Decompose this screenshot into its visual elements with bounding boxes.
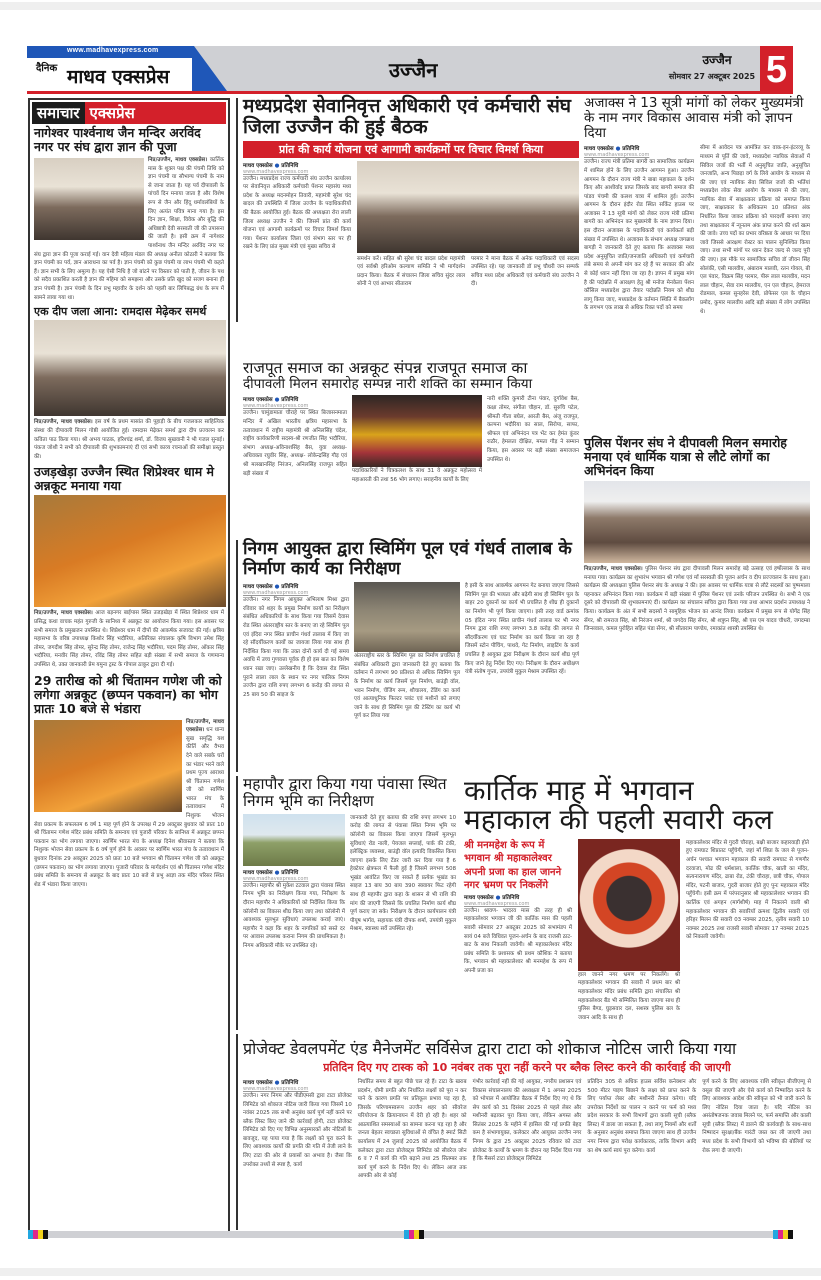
story-body: निर्धारित समय से बहुत पीछे चल रहे हैं। टाटा के खराब प्रदर्शन, धीमी प्रगति और निर्धारित लक्ष्यों को पूरा न कर पाने के कारण प्रगति पर प्रतिकूल प्रभाव पड़ रहा है, जिसके परिणामस्वरूप उज्जैन शहर को सीवरेज परियोजना के क्रियान्वयन में देरी हो रही है। शहर को अप्रत्याशित समस्याओं का सामना करना पड़ रहा है और जनता बेहतर स्वच्छता सुविधाओं से वंचित है स्मार्ट सिटी कार्यालय में 24 जुलाई 2025 को आयोजित बैठक में कलेक्टर द्वारा टाटा प्रोजेक्ट्स लिमिटेड को सीवरेज जोन 6 व 7 में कार्य की गति बढ़ाने तथा 25 सितम्बर तक कार्य पूर्ण करने के निर्देश दिए थे। लेकिन आज तक आपकी ओर से कोई <box>357 1078 467 1180</box>
divider <box>236 1034 238 1230</box>
story-body: पूर्ण करने के लिए आवश्यक राशि स्वीकृत बीजीएम्यू से वसूल की जाएगी और ऐसे कार्य को निष्पादित करने के लिए आवश्यक आदेश की स्वीकृत को भी जारी करने के लिए नोटिस दिया जाता है। यदि नोटिस का असंतोषजनक जवाब मिलने पर, फर्म समाप्ति और काली सूची (ब्लैक लिस्ट) में डालने की कार्यवाही के साथ-साथ निष्पादन सुरक्षा/बैंक गारंटी जब्त कर ली जाएगी तथा मध्य प्रदेश के सभी विभागों को भविष्य की बोलियों पर रोक लगा दी जाएगी। <box>702 1078 811 1154</box>
section-title: उज्जैन <box>389 58 438 82</box>
headline: प्रोजेक्ट डेवलपमेंट एंड मैनेजमेंट सर्विसेज द्वारा टाटा को शोकाज नोटिस जारी किया गया <box>243 1039 737 1058</box>
headline: महापौर द्वारा किया गया पंवासा स्थित निगम भूमि का निरीक्षण <box>243 775 447 811</box>
story-body: जानकारी देते हुए बताया की राशि रुपए लगभग 10 करोड़ की लागत से पंवासा स्थित निगम भूमि पर कॉलोनी का विकास किया जाएगा जिसमें मूलभूत सुविधाएं रोड नाली, पेयजल सप्लाई, पार्क की टंकी, इलेक्ट्रिक व्यवस्था, बाउंड्री वॉल इत्यादि विकसित किया जाएगा इसके लिए टेंडर जारी कर दिया गया है 6 हेक्टेयर क्षेत्रफल में फैली हुई है जिसमें लगभग 508 भूखंड आवंटित किए जा सकते हैं प्रत्येक भूखंड का साइज 13 बाय 30 बाय 390 स्क्वायर फिट रहेगी साथ ही महापौर द्वारा कहा के शासन से भी राशि की मांग की जाएगी जिससे कि प्रचलित निर्माण कार्य शीघ्र पूर्ण कराए जा सके। निरीक्षण के दौरान कार्यपालन यंत्री पीयूष भार्गव, सहायक यंत्री दीपक शर्मा, उपयंत्री मुकुल मेश्राम, स्वास्थ्य सर्वे उपस्थित रहे। <box>350 814 456 933</box>
banner-red: एक्सप्रेस <box>85 102 226 124</box>
headline-line-2: दीपावली मिलन समारोह सम्पन्न नारी शक्ति का सम्मान किया <box>243 376 533 393</box>
story-body: सीमा में आवेदन पत्र आमंत्रित कर वाक-इन-इंटरव्यू के माध्यम से पूर्ति की जावे, मध्यप्रदेश न्यायिक सेवाओं में सिविल जजों की भर्ती में अनुसूचित जाति, अनुसूचित जनजाति, अन्य पिछड़ा वर्ग के लिये आयोग के माध्यम से की जाए एवं न्यायिक सेवा सिविल जजों की भर्तियां मध्यप्रदेश लोक सेवा आयोग के माध्यम से की जाए, न्यायिक सेवा में साक्षात्कार प्रक्रिया को समाप्त किया जाए, साक्षात्कार के अधिकतम 10 प्रतिशत अंक निर्धारित किया जाकर प्रक्रिया को पारदर्शी बनाया जाए तथा साक्षात्कार में न्यूनतम अंक प्राप्त करने की शर्त खत्म की जावे। उच्च पदों का प्रभार वरिष्ठता के आधार पर दिया जावे जिससे आरक्षण रोस्टर का पालन सुनिश्चित किया जाए। तथा सभी मांगों पर ध्यान देकर जल्द से जल्द पूरी की जाए। इस मौके पर सामाजिक सचिव डॉ जीवन सिंह सोलंकी, एसी मालवीय, अंबाराम मालवी, रतन गोयल, बी एल पंवार, विक्रम सिंह परमार, पीरू लाल मालवीय, मदन लाल चौहान, सेवा राम मालवीय, एन एल चौहान, हेमराज रोडमाल, कमल सुनहरेस देवी, प्रोफेसर एल के चौहान प्रमोद, कुमार मालवीय आदि बड़ी संख्या में लोग उपस्थित थे। <box>700 145 810 315</box>
photo-panvasa-inspection <box>243 814 345 866</box>
byline: माधव एक्सप्रेस ● प्रतिनिधि <box>243 1079 299 1086</box>
dateline: निप्र/उज्जैन, माधव एक्सप्रेस। <box>186 718 224 734</box>
headline: उजड़खेड़ा उज्जैन स्थित शिप्रेश्वर धाम मे अन्नकूट मनाया गया <box>34 464 214 494</box>
headline: राजपूत समाज का अन्नकूट संपन्न राजपूत समाज का <box>243 359 528 377</box>
viewer-bottom-bar <box>0 1268 821 1276</box>
banner-black: समाचार <box>32 102 85 124</box>
story-mahakal-sawari <box>464 776 809 1022</box>
story-police-pensioner <box>584 436 810 634</box>
story-rajput-samaj <box>243 360 579 485</box>
story-jain-mandir <box>30 124 228 304</box>
photo-annakut <box>34 720 182 812</box>
byline-url[interactable]: www.madhavexpress.com <box>243 168 309 175</box>
masthead-red-rule <box>27 91 793 94</box>
story-sevanivrit-sangh <box>243 96 579 289</box>
story-body: नारी शक्ति कुमारी टीना पंवार, दुर्गावेश बैस, कक्षा तोमर, संगीता चौहान, डॉ. सुरुचि पटेल, श्रीमती गीता बघेल, आरती बैस, अंजू राजपूत, कल्पना भदौरिया का साल, सिरोपा, साफा, श्रीफल एवं अभिनंदन पत्र भेंट कर हेमंत कुंवर राठौर, हेमलता दीक्षित, ममता गौड़ ने सम्मान किया, इस अवसर पर बड़ी संख्या समाजजन उपस्थित थे। <box>487 396 579 463</box>
byline-url[interactable]: www.madhavexpress.com <box>243 875 309 882</box>
story-body: उज्जैन। महापौर श्री मुकेश टटवाल द्वारा पंवासा स्थित निगम भूमि का निरीक्षण किया गया, निरीक्षण के दौरान महापौर ने अधिकारियों को निर्देशित किया कि कॉलोनी का विकास शीघ्र किया जाए तथा कॉलोनी में आवश्यक मूलभूत सुविधाएं उपलब्ध कराई जाएं। महापौर ने कहा कि शहर के नागरिकों को सस्ते दर पर आवास उपलब्ध कराना निगम की प्राथमिकता है। निगम अधिकारी मौके पर उपस्थित रहे। <box>243 882 345 949</box>
story-body: अंतरराष्ट्रीय स्तर के स्विमिंग पूल का निर्माण प्रचलित है संबंधित अधिकारी द्वारा जानकारी देते हुए बताया कि वर्तमान में लगभग 90 प्रतिशत से अधिक स्विमिंग पूल के निर्माण का कार्य जिसमें पूल निर्माण, बाउंड्री वॉल, भवन निर्माण, चेंजिंग रूम, शौचालय, टेंडिंग का कार्य एवं आत्याधुनिक फिल्टर प्लांट एवं मशीनों को लगाए जाने के साथ ही स्विमिंग पूल की टेस्टिंग का कार्य भी पूर्ण कर लिया गया <box>354 653 460 720</box>
registration-mark-right <box>773 1230 793 1239</box>
headline: निगम आयुक्त द्वारा स्विमिंग पूल एवं गंधर्व तालाब के निर्माण कार्य का निरीक्षण <box>243 539 572 579</box>
photo-police-pensioner <box>584 481 810 563</box>
section-banner <box>32 102 226 124</box>
samachar-express-column <box>28 98 230 1234</box>
story-shipreshwar-dham <box>30 463 228 671</box>
byline: माधव एक्सप्रेस ● प्रतिनिधि <box>243 397 299 404</box>
byline: माधव एक्सप्रेस ● प्रतिनिधि <box>243 162 299 169</box>
byline-url[interactable]: www.madhavexpress.com <box>584 152 650 159</box>
dateline: निप्र/उज्जैन, माधव एक्सप्रेस। <box>148 157 208 163</box>
byline: माधव एक्सप्रेस ● प्रतिनिधि <box>243 869 299 876</box>
dateline: निप्र/उज्जैन, माधव एक्सप्रेस। <box>34 610 93 617</box>
story-body: हाल जानने नगर भ्रमण पर निकलेंगे। श्री महाकालेश्वर भगवान की सवारी में प्रथम बार श्री महाकालेश्वर मंदिर प्रबंध समिति द्वारा संचालित श्री महाकालेश्वर बैंड भी सम्मिलित किया जाएगा साथ ही पुलिस बैण्ड, घुड़सवार दल, सशस्त्र पुलिस बल के जवान आदि के साथ ही <box>578 971 680 1021</box>
story-body: उज्जैन। राज्य मंत्री प्रतिमा बागरी का सामाजिक कार्यक्रम में शामिल होने के लिए उज्जैन आगमन हुआ। उज्जैन आगमन के दौरान राज्य मंत्री ने बाबा महाकाल के दर्शन किए और आशीर्वाद प्राप्त जिसके बाद बागरी समाज की पांडव पंचमी की कलश यात्रा में शामिल हुई। उज्जैन आगमन के दौरान इंदौर रोड स्थित सर्किट हाउस पर अजाक्स ने 13 सूत्री मांगों को लेकर राज्य मंत्री प्रतिमा बागरी का अभिनंदन कर मुख्यमंत्री के नाम ज्ञापन दिया। इस दौरान अजाक्स के पदाधिकारी एवं कार्यकर्ता बड़ी संख्या में उपस्थित थे। अजाक्स के संभाग अध्यक्ष जगन्नाथ बागड़ी ने जानकारी देते हुए बताया कि अजाक्स मध्य प्रदेश अनुसूचित जाति/जनजाति अधिकारी एवं कर्मचारी लंबे समय से अपनी मांग कर रहे हैं पर सरकार की ओर से कोई ध्यान नहीं दिया जा रहा है। ज्ञापन में प्रमुख मांग है की पदोन्नति में आरक्षण हेतु श्री मनोज मेनकेला पेंशन कौंसिल मध्यप्रदेश द्वारा तैयार पदोन्नति नियम को शीघ्र लागू किया जाए, मध्यप्रदेश के वर्तमान स्थिति में बैकलॉग के लगभग एक लाख से अधिक रिक्त पदों को समय <box>584 159 694 312</box>
story-body: महाकालेश्वर मंदिर से गुदरी चौराहा, बक्षी बाजार कहारवाड़ी होते हुए रामघाट शिप्रातट पहुँचेगी, जहां माँ शिप्रा के जल से पूजन-अर्चन पश्चात भगवान महाकाल की सवारी रामघाट से गणगौर दरवाजा, मोढ की धर्मशाला, कार्तिक चौक, खाती का मंदिर, सत्यनारायण मंदिर, ढाबा रोड, टंकी चौराहा, छत्री चौक, गोपाल मंदिर, पटनी बाजार, गुदरी बाजार होते हुए पुनः महाकाल मंदिर पहुँचेगी। इसी क्रम में परंपरानुसार श्री महाकालेश्वर भगवान की कार्तिक एवं अगहन (मार्गशीर्ष) माह में निकलने वाली श्री महाकालेश्वर भगवान की सवारियाँ क्रमशः द्वितीय सवारी एवं हरिहर मिलन की सवारी 03 नवम्बर 2025, तृतीय सवारी 10 नवम्बर 2025 तथा राजसी सवारी सोमवार 17 नवम्बर 2025 को निकाली जावेगी। <box>686 839 809 941</box>
headline: एक दीप जला आना: रामदास मेढ़ेकर समर्थ <box>34 305 207 319</box>
photo-ek-deep <box>34 320 226 416</box>
subheadline: प्रांत की कार्य योजना एवं आगामी कार्यक्रमों पर विचार विमर्श किया <box>243 141 579 158</box>
story-body: पुलिस पेंशनर संघ द्वारा दीपावली मिलन समारोह बड़े उत्साह एवं हर्षोल्लास के साथ मनाया गया। कार्यक्रम का शुभारंभ भगवान श्री गणेश एवं माँ सरस्वती की पूजन अर्चन व दीप प्रज्ज्वलन के साथ हुआ। कार्यक्रम की अध्यक्षता पुलिस पेंशनर संघ के अध्यक्ष ने की। इस अवसर पर धार्मिक यात्रा से लौटे सदस्यों का पुष्पमाला पहनाकर अभिनंदन किया गया। कार्यक्रम में बड़ी संख्या में पुलिस पेंशनर एवं उनके परिजन उपस्थित थे। सभी ने एक दूसरे को दीपावली की शुभकामनाएं दीं। कार्यक्रम का संचालन सचिव द्वारा किया गया तथा आभार प्रदर्शन उपाध्यक्ष ने किया। कार्यक्रम के अंत में सभी सदस्यों ने सामूहिक भोजन का आनंद लिया। कार्यक्रम में प्रमुख रूप से योगेंद्र सिंह सेंगर, श्री रामराज सिंह, श्री निरंजन शर्मा, श्री जगदेव सिंह सेंगर, श्री शत्रुघ्न सिंह, श्री एस एम यादव चौधरी, जगदम्बा जिन्सवाल, कमल पुरोहित सहित पंडा सेंगर, श्री सीताराम पाण्डेय, रमाकांत शास्त्री उपस्थित थे। <box>584 566 810 633</box>
photo-shipreshwar <box>34 495 226 607</box>
story-body: उज्जैन। नगर निगम आयुक्त अभिलाष मिश्रा द्वारा रविवार को शहर के प्रमुख निर्माण कार्यों का निरीक्षण संबंधित अधिकारियों के साथ किया गया जिसमें देवास रोड स्थित अंतरराष्ट्रीय स्तर के बनाए जा रहे स्विमिंग पूल एवं इंदिरा नगर स्थित प्राचीन गंधर्व तालाब में किए जा रहे सौंदर्यीकरण कार्यों का जायजा लिया गया साथ ही निर्देशित किया गया कि उक्त दोनों कार्य दी गई समय अवधि में उच्च गुणवत्ता पूर्वक ही हो इस बात का विशेष ध्यान रखा जाए। उल्लेखनीय है कि देवास रोड स्थित पुराने लाला लाल के स्थान पर नगर पालिक निगम उज्जैन द्वारा राशि रुपए लगभग 6 करोड़ की लागत से 25 बाय 50 की साइज के <box>243 597 349 698</box>
divider <box>236 98 238 322</box>
photo-nari-shakti <box>352 395 482 467</box>
story-body: गंभीर कार्रवाई नहीं की गई आयुक्त, नगरीय प्रशासन एवं विकास संचालनालय की अध्यक्षता में 1 अगस्त 2025 को भोपाल में आयोजित बैठक में निर्देश दिए गए थे कि सेप कार्य को 31 दिसंबर 2025 से पहले लेबर और मशीनरी बढ़ाकर पूरा किया जाए, लेकिन अगस्त और सितंबर 2025 के महीने में हासिल की गई प्रगति बेहद कम है संभागायुक्त, कलेक्टर और आयुक्त उज्जैन नगर निगम के द्वारा 25 अक्टूबर 2025 रविवार को टाटा प्रोजेक्ट के कार्यों के भ्रमण के दौरान यह निर्देश दिया गया है कि मैसर्स टाटा प्रोजेक्ट्स लिमिटेड <box>472 1078 582 1163</box>
story-body: धन धान्य सुख समृद्धि यश कीर्ति और वैभव देने वाले सबके घरों का भंडार भरने वाले प्रथम पूज्य आराध्य श्री चिंतामन गणेश जी को स्वर्णिम भारत मंच के तत्वावधान में निशुल्क भोजन सेवा प्रकल्प के सफलतम 6 वर्ष 1 माह पूर्ण होने के उपलक्ष में 29 अक्टूबर बुधवार को प्रातः <box>34 727 224 828</box>
headline: 29 तारीख को श्री चिंतामन गणेश जी को लगेगा अन्नकूट (छप्पन पकवान) का भोग प्रातः 10 बजे से भंडारा <box>34 672 222 716</box>
story-body: इस वर्ष के प्रथम मासांत की पूहाड़ी के बीच गजलकार साहित्यिक संस्था की दीपावली मिलन गोष्ठी आयोजित हुई। रामदास मेढ़ेकर समर्थ द्वारा दीप प्रज्वलन कर कविता पाठ किया गया। श्री अभय पाठक, हरिश्चंद्र शर्मा, डॉ. विजय सुखवानी ने भी गजल सुनाई। पंकज जोशी ने सभी को दीपावली की शुभकामनाएं दीं एवं सभी काव्य रचनाओं की समीक्षा प्रस्तुत की। <box>34 419 224 460</box>
byline: माधव एक्सप्रेस ● प्रतिनिधि <box>464 894 520 901</box>
headline: पुलिस पेंशनर संघ ने दीपावली मिलन समारोह मनाया एवं धार्मिक यात्रा से लौटे लोगों का अभिनंदन किया <box>584 435 787 478</box>
edition-date: सोमवार 27 अक्टूबर 2025 <box>668 72 756 81</box>
red-subheadline: प्रतिदिन दिए गए टास्क को 10 नवंबर तक पूरा नहीं करने पर ब्लैक लिस्ट करने की कार्रवाई की जाएगी <box>323 1060 731 1074</box>
story-chintaman-ganesh <box>30 672 228 892</box>
photo-caption: पदाधिकारियों ने चित्रकलश के साथ 31 वे अन्नकूट महोत्सव में महाआरती की तथा 56 भोग लगाए। सराहनीय कार्यों के लिए <box>352 468 482 484</box>
story-ek-deep <box>30 304 228 463</box>
story-body: कार्तिक मास के शुक्ल पक्ष की पंचमी तिथि को ज्ञान पंचमी या सौभाग्य पंचमी के नाम से जाना जाता है। यह पर्व दीपावली के पांचवें दिन मनाया जाता है और विशेष रूप से जैन और हिंदू धर्मावलंबियों के लिए अत्यंत पवित्र माना गया है। इस दिन ज्ञान, शिक्षा, विवेक और बुद्धि की अधिष्ठात्री देवी सरस्वती जी की उपासना की जाती है। <box>148 157 224 241</box>
story-body: उज्जैन। चामुंडामाता चौराहे पर स्थित बिजासनमाता मन्दिर में अखिल भारतीय क्षत्रिय महासभा के तत्वावधान में राष्ट्रीय महामंत्री श्री अनिलसिंह चंदेल, राष्ट्रीय कार्यकारिणी सदस्य-श्री रणजीत सिंह भदौरिया, संभाग अध्यक्ष-अविनाशसिंह बैस, युवा अध्यक्ष-अधिवक्ता रघुवीर सिंह, अध्यक्ष- लोकेन्द्रसिंह गौड़ एवं श्री मलखानसिंह निरंजन, अनिलसिंह राजपूत सहित बड़ी संख्या में <box>243 410 347 477</box>
dateline: निप्र/उज्जैन, माधव एक्सप्रेस। <box>34 419 93 426</box>
byline: माधव एक्सप्रेस ● प्रतिनिधि <box>584 146 640 153</box>
story-body: आज बड़नगर बाईपास स्थित उजड़खेड़ा में स्थित शिप्रेश्वर धाम में प्रसिद्ध कथा वाचक महंत गुरुजी के सानिध्य में अन्नकूट का आयोजन किया गया। इस अवसर पर सभी समाज के प्रमुखजन उपस्थित थे। शिप्रेश्वर धाम में दीपों की आकर्षक सजावट की गई। क्षत्रिय महासभा के वरिष्ठ उपाध्यक्ष किशोर सिंह भदौरिया, अतिरिक्त संचालक कृषि विभाग उमेश सिंह तोमर, जगदीश सिंह तोमर, सुरेन्द्र सिंह तोमर, राजेन्द्र सिंह भदौरिया, पदम सिंह तोमर, ओंकार सिंह भदौरिया, मनवीर सिंह तोमर, रविंद्र सिंह तोमर सहित बड़ी संख्या में सभी समाज के गणमान्य उपस्थित थे, उक्त जानकारी प्रेम यमुना ट्रस्ट के गोपाल ठाकुर द्वारा दी गई। <box>34 610 224 668</box>
red-subheadline: श्री मनमहेश के रूप में भगवान श्री महाकालेश्वर अपनी प्रजा का हाल जानने नगर भ्रमण पर निकलेंगे <box>464 839 562 892</box>
page-number: 5 <box>760 46 793 94</box>
headline-line-2: महाकाल की पहली सवारी कल <box>464 803 773 837</box>
byline-url[interactable]: www.madhavexpress.com <box>243 403 309 410</box>
story-body: प्रतिदिन 305 से अधिक हाउस सर्विस कनेक्शन और 500 मीटर पाइप बिछाने के लक्ष्य को प्राप्त करने के लिए पर्याप्त लेबर और मशीनरी तैनात करेगा। यदि उपरोक्त निर्देशों का पालन न करने पर फर्म को मध्य प्रदेश सरकार के सभी विभागों द्वारा काली सूची (ब्लैक लिस्ट) में डाला जा सकता है, तथा लागू नियमों और शर्तों के अनुसार अनुबंध समाप्त किया जाएगा साथ ही उज्जैन नगर निगम द्वारा परोक्ष कार्यकारक, ताकि विभाग आदि का शेष कार्य स्वयं पूरा करेगा। कार्य <box>587 1078 697 1154</box>
photo-baithak <box>357 161 579 253</box>
story-body: 10 श्री चिंतामन गणेश मंदिर प्रबंध समिति के समन्वय एवं पुजारी परिवार के सानिध्य में अन्नकूट छप्पन पकवान का भोग लगाया जाएगा। स्वर्णिम भारत मंच के अध्यक्ष दिनेश श्रीवास्तव ने बताया कि निशुल्क भोजन सेवा प्रकल्प के 6 वर्ष पूर्ण होने के अवसर पर स्वर्णिम भारत मंच के तत्वावधान में बुधवार दिनांक 29 अक्टूबर 2025 को प्रातः 10 बजे भगवान श्री चिंतामन गणेश जी को अन्नकूट (छप्पन पकवान) का भोग लगाया जाएगा। पुजारी परिवार के मार्गदर्शन एवं श्री चिंतामन गणेश मंदिर प्रबंध समिति के समन्वय से अन्नकूट के बाद प्रातः 10 बजे से प्रभु आज्ञा तक मंदिर परिसर स्थित शेड में भंडारा किया जाएगा। <box>34 821 224 888</box>
story-ajaks-gyapan <box>584 96 810 316</box>
byline-url[interactable]: www.madhavexpress.com <box>243 590 309 597</box>
newspaper-logo: माधव एक्सप्रेस <box>67 66 170 88</box>
story-tata-showcause <box>243 1040 811 1181</box>
byline: माधव एक्सप्रेस ● प्रतिनिधि <box>243 584 299 591</box>
story-body: उज्जैन। नगर निगम और पीडीएमसी द्वारा टाटा प्रोजेक्ट लिमिटेड को शोकाज नोटिस जारी किया गया जिसमें 10 नवंबर 2025 तक सभी अनुबंध कार्य पूर्ण नहीं करने पर ब्लैक लिस्ट किए जाने की कार्रवाई होगी, टाटा प्रोजेक्ट लिमिटेड को दिए गए विभिन्न अनुस्मारकों और नोटिसों के बावजूद, यह पाया गया है कि लक्ष्यों को पूरा करने के लिए आवश्यक कार्यों की प्रगति की गति में तेजी लाने के लिए टाटा की ओर से प्रयासों का अभाव है। जैसा कि उपरोक्त तथ्यों से स्पष्ट है, कार्य <box>243 1092 352 1168</box>
headline: मध्यप्रदेश सेवानिवृत्त अधिकारी एवं कर्मचारी संघ जिला उज्जैन की हुई बैठक <box>243 95 572 139</box>
story-mayor-panvasa <box>243 776 456 950</box>
dateline: निप्र/उज्जैन, माधव एक्सप्रेस। <box>584 566 643 572</box>
registration-mark-center <box>404 1230 424 1239</box>
story-body: है इसी के साथ आकर्षक आगमन गेट बनाया जाएगा जिससे स्विमिंग पूल की भव्यता और बढ़ेगी साथ ही स्विमिंग पूल के बाहर 20 दुकानों का कार्य भी प्रचलित है शीघ्र ही दुकानों का निर्माण भी पूर्ण किया जाएगा। इसी तरह वार्ड क्रमांक 05 इंदिरा नगर स्थित प्राचीन गंधर्व तालाब पर भी नगर निगम द्वारा राशि रुपए लगभग 3.8 करोड़ की लागत से सौंदर्यीकरण एवं घाट निर्माण का कार्य किया जा रहा है जिसमें स्टोन पीचिंग, पाथवे, गेट निर्माण, लाइटिंग के कार्य प्रचलित है आयुक्त द्वारा निरीक्षण के दौरान कार्य शीघ्र पूर्ण किए जाने हेतु निर्देश दिए गए। निरीक्षण के दौरान अधीक्षण यंत्री संतोष गुप्ता, उपयंत्री मुकुल मेश्राम उपस्थित रहें। <box>465 583 579 676</box>
photo-swimming-pool-site <box>354 582 460 652</box>
story-body: इसी क्रम में नागेश्वर पार्श्वनाथ जैन मन्दिर अरविंद नगर पर संघ द्वारा ज्ञान की पूजा कराई गई। वान देवी महिला मंडल की अध्यक्ष अनीता कोठारी ने बताया कि ज्ञान पंचमी का पर्व, ज्ञान आराधना का पर्व है। ज्ञान पंचमी को कुछ पंचमी या लाभ पंचमी भी कहते हैं। ज्ञान सभी के लिए अमूल्य है। यह ऐसी निधि है जो बांटने पर विस्तार को पाती है, जीवन के पथ को सदैव प्रकाशित करती है ज्ञान की महिमा को समझना और उसके प्रति खुद को सजग बनाना ही ज्ञान पंचमी है। ज्ञान पंचमी के दिन प्रभु महावीर के दर्शन को पहली बार लिपिबद्ध ग्रंथ के रूप में सामने लाया गया था। <box>34 234 224 301</box>
masthead <box>27 46 793 94</box>
viewer-top-bar <box>0 2 821 10</box>
registration-mark-left <box>28 1230 48 1239</box>
divider <box>236 540 238 772</box>
headline: नागेश्वर पार्श्वनाथ जैन मन्दिर अरविंद नगर पर संघ द्वारा ज्ञान की पूजा <box>34 125 201 154</box>
story-body: उज्जैन। श्रावण- भादरव मास की तरह ही श्री महाकालेश्वर भगवान जी की कार्तिक मास की पहली सवारी सोमवार 27 अक्टूबर 2025 को सभामंडप में सायं 04 बजे विधिवत पूजन-अर्चन के बाद राजसी ठाट-बाट के साथ निकाली जावेगी। श्री महाकालेश्वर मंदिर प्रबंध समिति के प्रशासक श्री प्रथम कौशिक ने बताया कि, भगवान श्री महाकालेश्वर श्री मनमहेश के रूप में अपनी प्रजा का <box>464 907 572 974</box>
photo-mahakal <box>578 839 680 971</box>
story-swimming-pool <box>243 540 579 721</box>
byline-url[interactable]: www.madhavexpress.com <box>243 1085 309 1092</box>
photo-caption: समर्थन करें। सहित श्री सुरेश चंद बादल प्रदेश महामंत्री एवं सर्वश्री हरिओम कल्याण समिति ने भी मार्गदर्शन प्रदान किया। बैठक में संचालन जिला सचिव सुंदर लाल सोनी ने एवं आभार सीताराम <box>357 255 465 288</box>
story-body: परमार ने माना बैठक में अनेक पदाधिकारी एवं सदस्य उपस्थित रहे। यह जानकारी डॉ प्रभु चौधरी जन सम्पर्क सचिव मध्य प्रदेश अधिकारी एवं कर्मचारी संघ उज्जैन ने दी। <box>471 255 579 288</box>
byline-url[interactable]: www.madhavexpress.com <box>464 900 530 907</box>
edition-city: उज्जैन <box>702 53 732 67</box>
brand-url[interactable]: www.madhavexpress.com <box>67 47 159 54</box>
divider <box>236 776 238 1030</box>
headline: अजाक्स ने 13 सूत्री मांगों को लेकर मुख्यमंत्री के नाम नगर विकास आवास मंत्री को ज्ञापन दिया <box>584 95 804 142</box>
headline: कार्तिक माह में भगवान <box>464 774 694 807</box>
photo-gyan-puja <box>34 158 144 240</box>
story-body: उज्जैन। मध्यप्रदेश राज्य कर्मचारी संघ उज्जैन कार्यालय पर सेवानिवृत्त अधिकारी कर्मचारी पेंशनर महासंघ मध्य प्रदेश के अध्यक्ष मदनमोहन तिवारी, महामंत्री सुरेश चंद बादल की उपस्थिति में जिला उज्जैन के पदाधिकारियों की बैठक आयोजित हुई। बैठक की अध्यक्षता रोरा लाली जिला अध्यक्ष उज्जैन ने की। जिसमें प्रांत की कार्य योजना एवं आगामी कार्यक्रमों पर विचार विमर्श किया गया। पेंशनर कार्यालय जिला एवं संभाग स्तर पर ही रखने के लिए प्रांत मुख्य मंत्री एवं मुख्य सचिव से <box>243 175 351 251</box>
brand-dainik: दैनिक <box>36 63 58 74</box>
